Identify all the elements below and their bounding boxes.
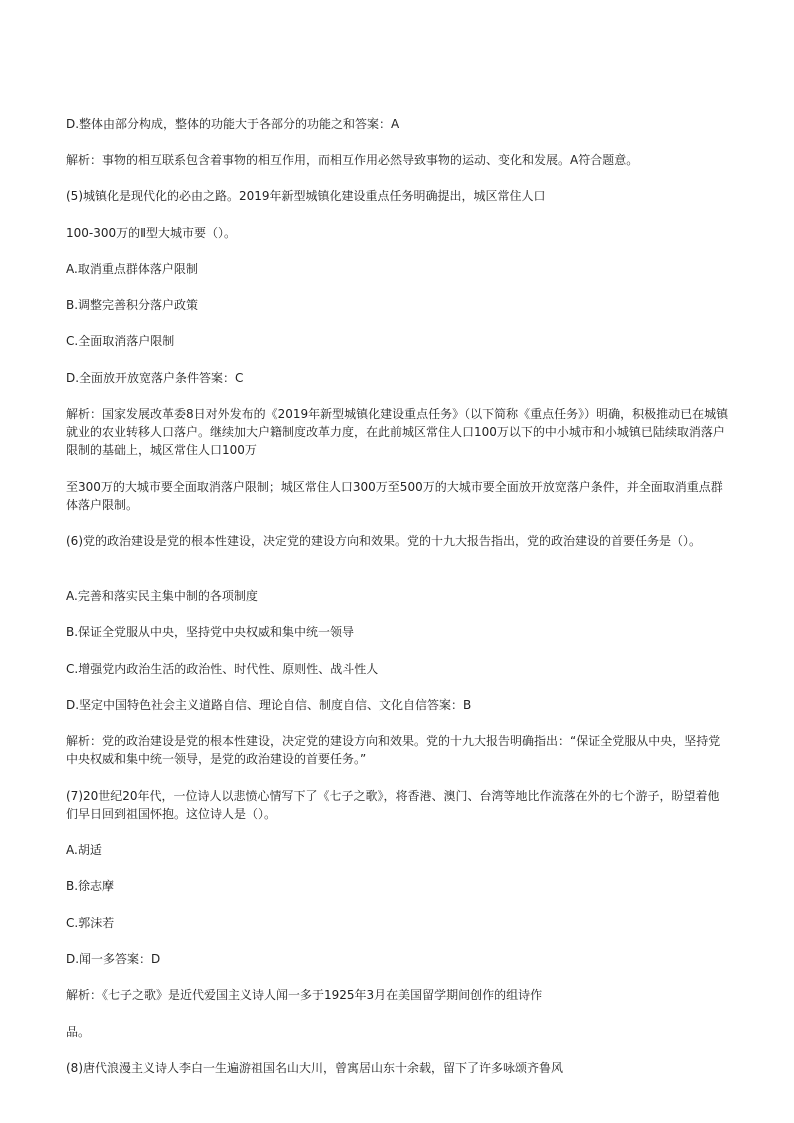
question-6: (6)党的政治建设是党的根本性建设，决定党的建设方向和效果。党的十九大报告指出，党的政治建设的首要任务是（）。 (66, 534, 702, 548)
option-a: A.完善和落实民主集中制的各项制度 (66, 589, 258, 603)
analysis-paragraph-continued: 至300万的大城市要全面取消落户限制；城区常住人口300万至500万的大城市要全面放开放宽落户条件，并全面取消重点群体落户限制。 (66, 480, 723, 512)
analysis-text: 解析：事物的相互联系包含着事物的相互作用，而相互作用必然导致事物的运动、变化和发展。A符合题意。 (66, 153, 639, 167)
question-5: (5)城镇化是现代化的必由之路。2019年新型城镇化建设重点任务明确提出，城区常住人口 (66, 189, 546, 203)
option-c: C.郭沫若 (66, 916, 115, 930)
option-a: A.取消重点群体落户限制 (66, 262, 198, 276)
question-5-continued: 100-300万的Ⅱ型大城市要（）。 (66, 226, 237, 240)
option-d-answer: D.坚定中国特色社会主义道路自信、理论自信、制度自信、文化自信答案：B (66, 698, 472, 712)
question-7: (7)20世纪20年代，一位诗人以悲愤心情写下了《七子之歌》，将香港、澳门、台湾等地比作流落在外的七个游子，盼望着他们早日回到祖国怀抱。这位诗人是（）。 (66, 789, 720, 821)
option-b: B.保证全党服从中央，坚持党中央权威和集中统一领导 (66, 625, 355, 639)
option-c: C.全面取消落户限制 (66, 334, 175, 348)
question-8: (8)唐代浪漫主义诗人李白一生遍游祖国名山大川，曾寓居山东十余载，留下了许多咏颂齐鲁风 (66, 1061, 564, 1075)
option-b: B.调整完善积分落户政策 (66, 298, 199, 312)
option-b: B.徐志摩 (66, 879, 115, 893)
option-d-answer: D.闻一多答案：D (66, 952, 161, 966)
option-d-answer: D.全面放开放宽落户条件答案：C (66, 371, 244, 385)
analysis-paragraph: 解析：党的政治建设是党的根本性建设，决定党的建设方向和效果。党的十九大报告明确指出：“保证全党服从中央，坚持党中央权威和集中统一领导，是党的政治建设的首要任务。” (66, 734, 721, 766)
option-d: D.整体由部分构成，整体的功能大于各部分的功能之和答案：A (66, 117, 400, 131)
analysis-text: 解析：《七子之歌》是近代爱国主义诗人闻一多于1925年3月在美国留学期间创作的组诗作 (66, 988, 543, 1002)
analysis-paragraph: 解析：国家发展改革委8日对外发布的《2019年新型城镇化建设重点任务》（以下简称《重点任务》）明确，积极推动已在城镇就业的农业转移人口落户。继续加大户籍制度改革力度，在此前城区常住人口100万以下的中小城市和小城镇已陆续取消落户限制的基础上，城区常住人口100万 (66, 407, 729, 457)
option-c: C.增强党内政治生活的政治性、时代性、原则性、战斗性人 (66, 662, 379, 676)
option-a: A.胡适 (66, 843, 102, 857)
analysis-text-continued: 品。 (66, 1025, 91, 1039)
